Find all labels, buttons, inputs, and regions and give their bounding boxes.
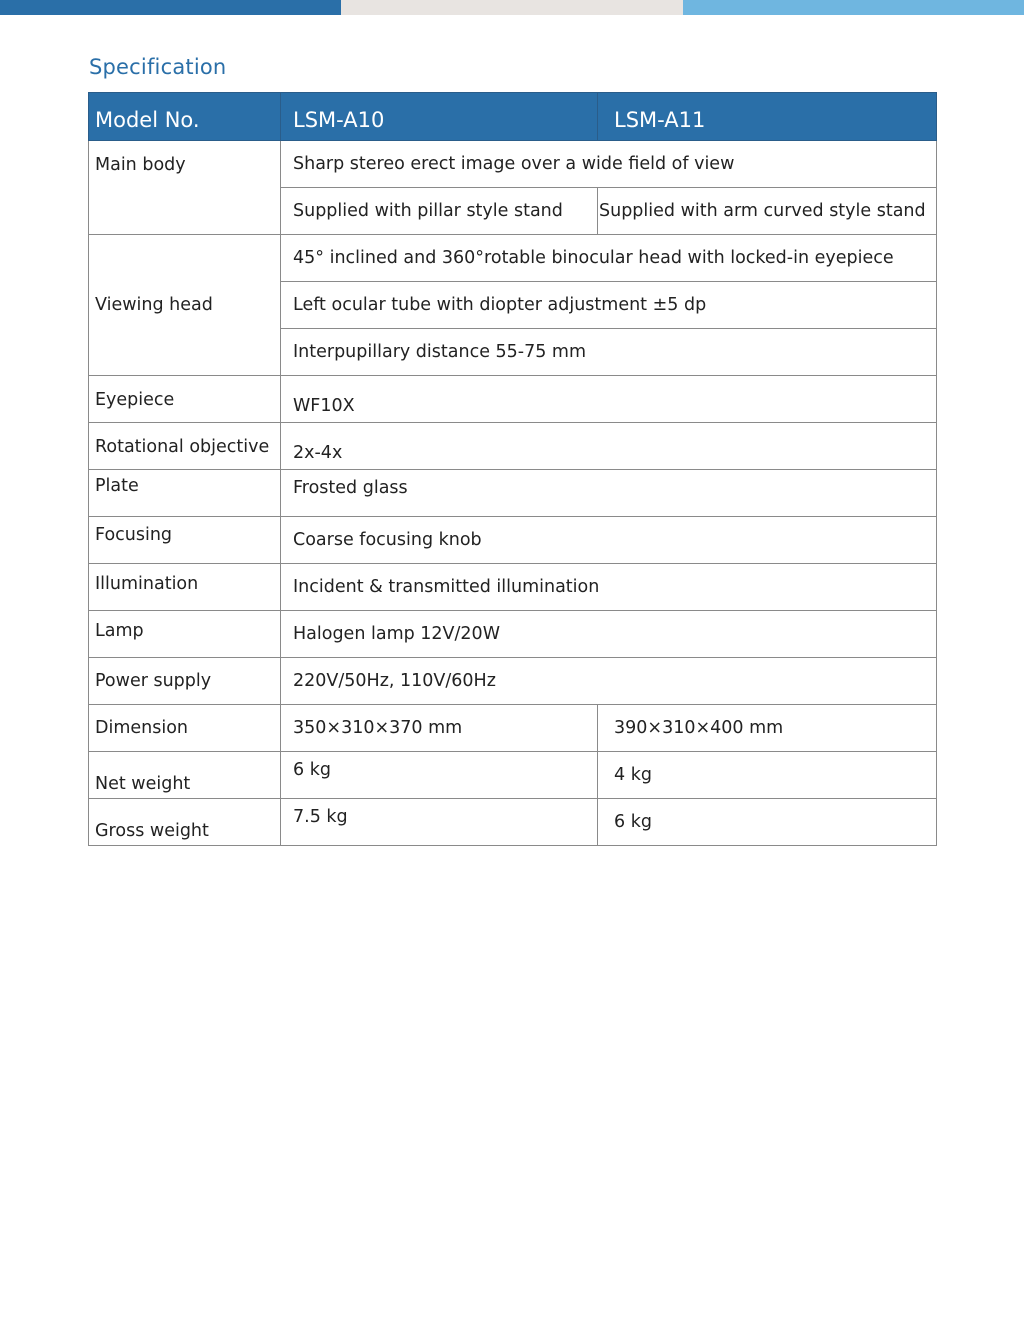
table-row <box>89 564 937 611</box>
plate-value: Frosted glass <box>281 470 937 517</box>
table-row <box>89 235 937 282</box>
table-row <box>89 517 937 564</box>
focusing-value: Coarse focusing knob <box>281 517 937 564</box>
table-row <box>89 658 937 705</box>
net-weight-a: 6 kg <box>281 752 598 799</box>
illumination-value: Incident & transmitted illumination <box>281 564 937 611</box>
header-model-a: LSM-A10 <box>281 93 598 141</box>
main-body-line1: Sharp stereo erect image over a wide field of view <box>281 141 937 188</box>
table-row <box>89 611 937 658</box>
table-row <box>89 705 937 752</box>
specification-table <box>88 92 937 846</box>
section-heading: Specification <box>89 55 227 79</box>
viewing-head-line: Interpupillary distance 55-75 mm <box>281 329 937 376</box>
viewing-head-line: Left ocular tube with diopter adjustment ±5 dp <box>281 282 937 329</box>
rotational-objective-value: 2x-4x <box>281 423 937 470</box>
table-row <box>89 752 937 799</box>
row-label-plate: Plate <box>89 470 281 517</box>
row-label-illumination: Illumination <box>89 564 281 611</box>
top-bar-left <box>0 0 341 15</box>
table-row <box>89 799 937 846</box>
row-label-eyepiece: Eyepiece <box>89 376 281 423</box>
main-body-stand-b: Supplied with arm curved style stand <box>598 188 937 235</box>
row-label-viewing-head: Viewing head <box>89 235 281 376</box>
eyepiece-value: WF10X <box>281 376 937 423</box>
lamp-value: Halogen lamp 12V/20W <box>281 611 937 658</box>
dimension-b: 390×310×400 mm <box>598 705 937 752</box>
top-bar-middle <box>341 0 683 15</box>
row-label-lamp: Lamp <box>89 611 281 658</box>
row-label-focusing: Focusing <box>89 517 281 564</box>
table-row <box>89 470 937 517</box>
viewing-head-line: 45° inclined and 360°rotable binocular head with locked-in eyepiece <box>281 235 937 282</box>
row-label-main-body: Main body <box>89 141 281 235</box>
row-label-gross-weight: Gross weight <box>89 799 281 846</box>
table-row <box>89 376 937 423</box>
net-weight-b: 4 kg <box>598 752 937 799</box>
header-model-b: LSM-A11 <box>598 93 937 141</box>
row-label-rotational-objective: Rotational objective <box>89 423 281 470</box>
row-label-net-weight: Net weight <box>89 752 281 799</box>
power-supply-value: 220V/50Hz, 110V/60Hz <box>281 658 937 705</box>
header-model-no: Model No. <box>89 93 281 141</box>
top-bar-right <box>683 0 1024 15</box>
row-label-dimension: Dimension <box>89 705 281 752</box>
table-row <box>89 423 937 470</box>
table-header-row <box>89 93 937 141</box>
table-row <box>89 141 937 188</box>
gross-weight-a: 7.5 kg <box>281 799 598 846</box>
gross-weight-b: 6 kg <box>598 799 937 846</box>
row-label-power-supply: Power supply <box>89 658 281 705</box>
main-body-stand-a: Supplied with pillar style stand <box>281 188 598 235</box>
dimension-a: 350×310×370 mm <box>281 705 598 752</box>
